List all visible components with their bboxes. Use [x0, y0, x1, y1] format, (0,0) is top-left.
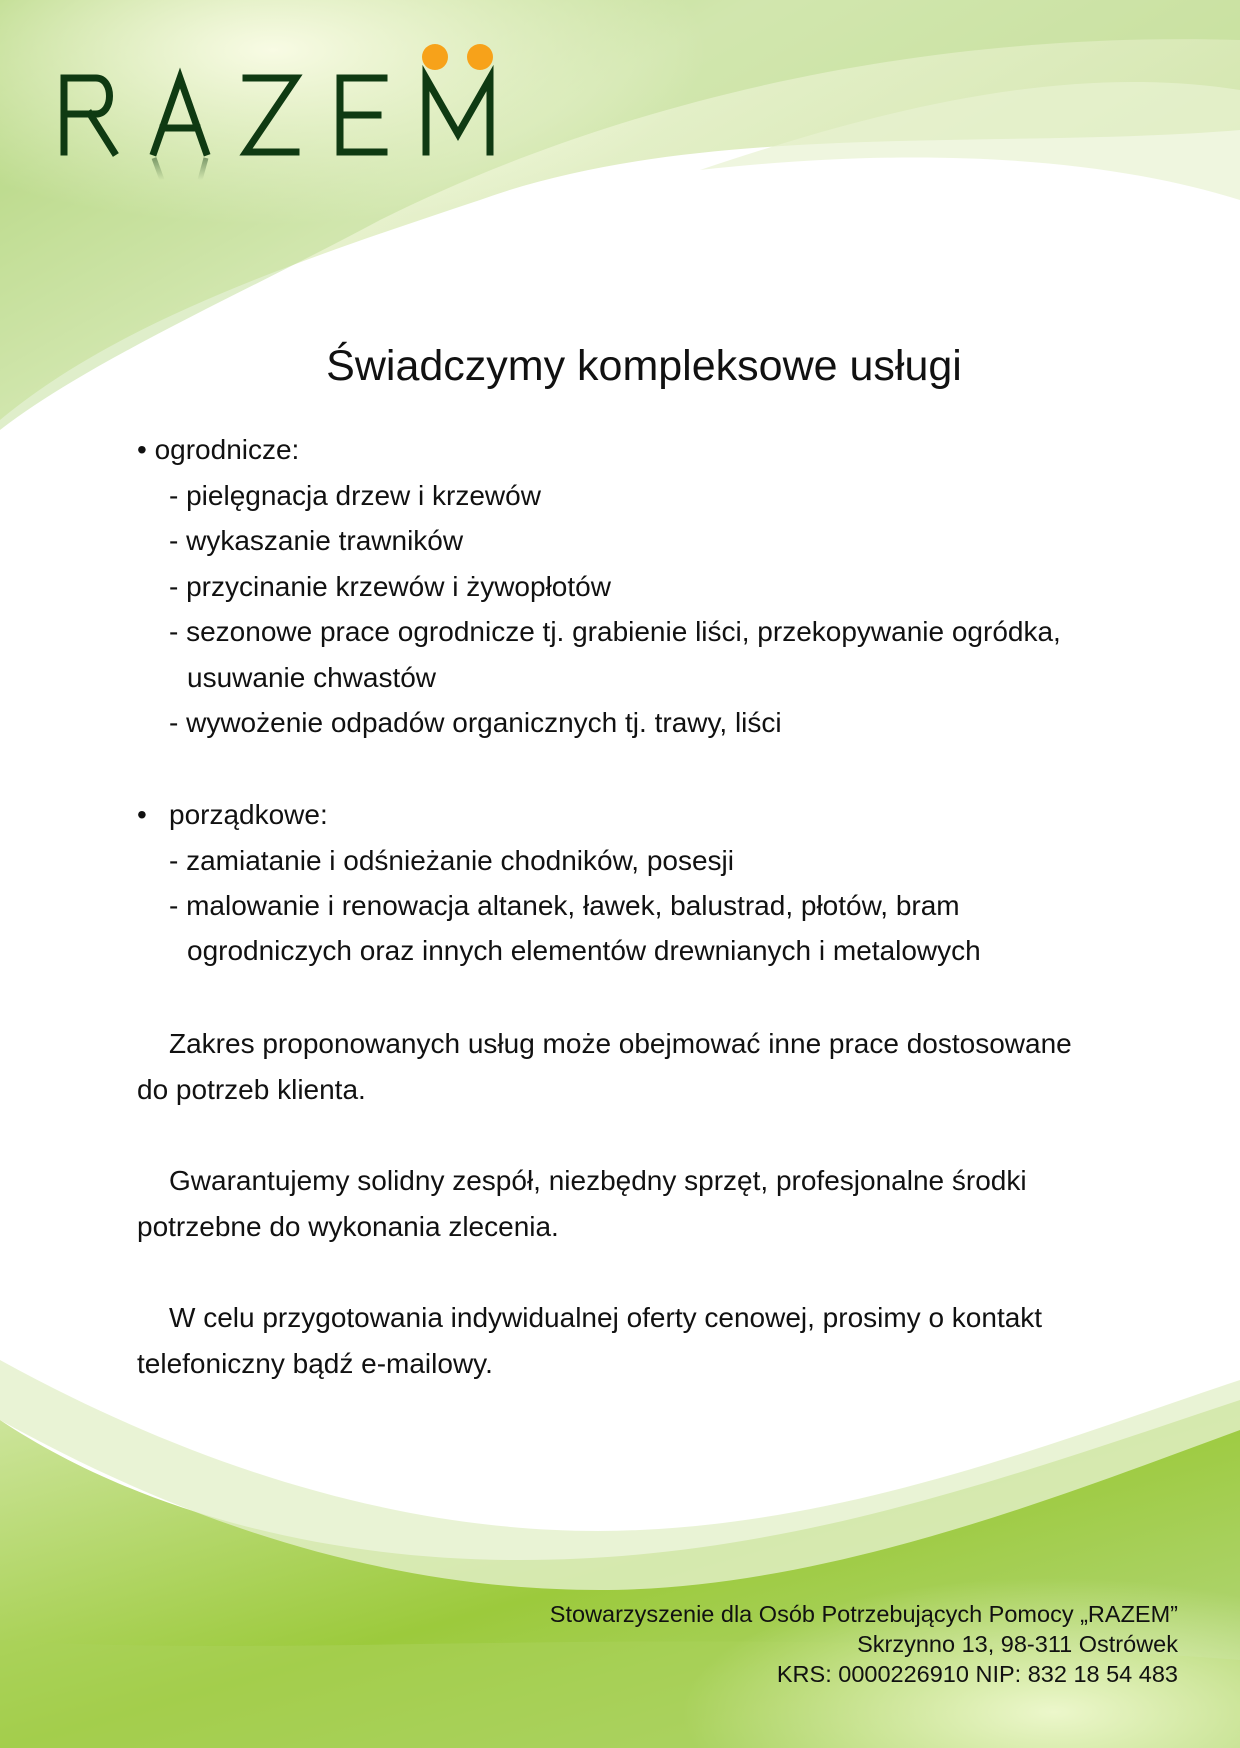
- footer-registry-ids: KRS: 0000226910 NIP: 832 18 54 483: [776, 1661, 1178, 1687]
- page-title: Świadczymy kompleksowe usługi: [326, 342, 962, 390]
- list-item-continuation: usuwanie chwastów: [187, 662, 437, 693]
- list-item-continuation: ogrodniczych oraz innych elementów drewnianych i metalowych: [187, 935, 981, 966]
- list-item: - pielęgnacja drzew i krzewów: [169, 480, 541, 511]
- list-item: - wykaszanie trawników: [169, 525, 464, 556]
- paragraph-contact: W celu przygotowania indywidualnej oferty cenowej, prosimy o kontakt: [169, 1302, 1043, 1333]
- list-item: - przycinanie krzewów i żywopłotów: [169, 571, 611, 602]
- footer-organization: Stowarzyszenie dla Osób Potrzebujących Pomocy „RAZEM”: [549, 1601, 1178, 1627]
- section-heading-cleaning: porządkowe:: [169, 799, 328, 830]
- list-item: - wywożenie odpadów organicznych tj. trawy, liści: [169, 707, 782, 738]
- paragraph-guarantee: Gwarantujemy solidny zespół, niezbędny sprzęt, profesjonalne środki: [169, 1165, 1027, 1196]
- list-item: - zamiatanie i odśnieżanie chodników, posesji: [169, 845, 734, 876]
- list-item: - sezonowe prace ogrodnicze tj. grabienie liści, przekopywanie ogródka,: [169, 616, 1061, 647]
- section-heading-gardening: • ogrodnicze:: [137, 434, 300, 465]
- footer-address: Skrzynno 13, 98-311 Ostrówek: [857, 1631, 1178, 1657]
- paragraph-contact-cont: telefoniczny bądź e-mailowy.: [137, 1348, 493, 1379]
- paragraph-scope: Zakres proponowanych usług może obejmować inne prace dostosowane: [169, 1028, 1072, 1059]
- section-bullet: •: [137, 799, 147, 830]
- paragraph-guarantee-cont: potrzebne do wykonania zlecenia.: [137, 1211, 559, 1242]
- paragraph-scope-cont: do potrzeb klienta.: [137, 1074, 366, 1105]
- list-item: - malowanie i renowacja altanek, ławek, balustrad, płotów, bram: [169, 890, 960, 921]
